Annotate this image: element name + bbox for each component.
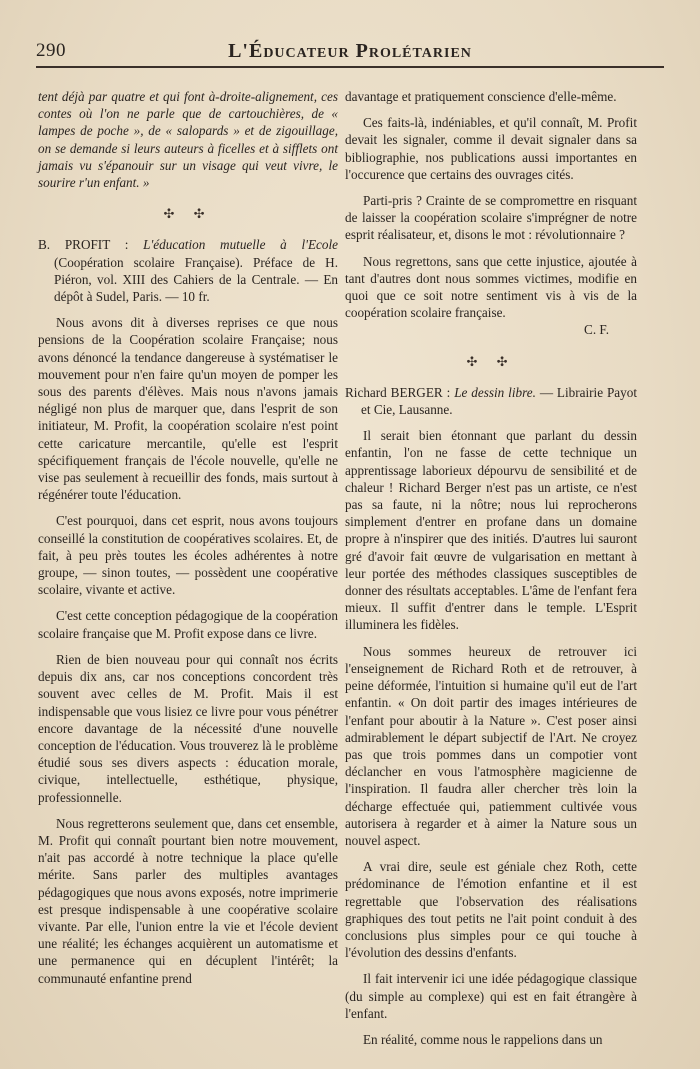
paragraph: Il fait intervenir ici une idée pédagogique classique (du simple au complexe) qui est en fait étrangère à l'enfant. [345,971,637,1021]
paragraph: Ces faits-là, indéniables, et qu'il connaît, M. Profit devait les signaler, comme il devait signaler dans sa bibliographie, nos publications aussi importantes en l'occurence que certains des ouvrages cités. [345,115,637,182]
section-separator: ✣ ✣ [163,206,213,222]
book-title: Le dessin libre. [454,384,536,400]
book-title: L'éducation mutuelle à l'Ecole [143,237,339,253]
paragraph: C'est pourquoi, dans cet esprit, nous avons toujours conseillé la constitution de coopératives scolaires. Et, de fait, à peu près toutes les écoles adhérentes à notre groupe, — sinon toutes, — possèdent une coopérative scolaire, vivante et active. [38,513,338,598]
book-author: B. PROFIT : [38,237,129,253]
paragraph: davantage et pratiquement conscience d'elle-même. [345,89,617,104]
page-number: 290 [36,40,66,61]
book-author: Richard BERGER : [345,384,451,400]
quote-continuation: tent déjà par quatre et qui font à-droite-alignement, ces contes où l'on ne parle que de cartouchières, de « lampes de poche », de « salopards » et de zigouillage, on se demande si leurs auteurs à ficelles et à sifflets ont jamais vu s'épanouir sur un visage qui veut vivre, le sourire r'un enfant. » [38,89,338,191]
page-header [36,38,664,68]
section-separator: ✣ ✣ [466,353,516,369]
paragraph: C'est cette conception pédagogique de la coopération scolaire française que M. Profit expose dans ce livre. [38,608,338,641]
paragraph: Nous avons dit à diverses reprises ce que nous pensions de la Coopération scolaire Française; nous avons dénoncé la tendance dangereuse à systématiser le mouvement pour n'en faire qu'un moyen de pomper les sous des parents d'élèves. Mais nous n'avons jamais négligé non plus de marquer que, dans l'esprit de son initiateur, M. Profit, la coopération scolaire n'est point cette caricature mercantile, qu'elle est l'esprit spécifiquement français de l'école nouvelle, qu'elle ne vise pas seulement à recueillir des fonds, mais surtout à régénérer toute l'éducation. [38,315,338,503]
paragraph: Nous regrettons, sans que cette injustice, ajoutée à tant d'autres dont nous sommes victimes, modifie en quoi que ce soit notre sentiment vis à vis de la coopération scolaire française. [345,253,637,321]
paragraph: Il serait bien étonnant que parlant du dessin enfantin, l'on ne fasse de cette technique un apprentissage laborieux dépourvu de sensibilité et de chaleur ! Richard Berger n'est pas un artiste, ce n'est pas sa faute, ni la nôtre; nous lui reprocherons simplement d'entrer en profane dans un domaine propre à n'inspirer que des initiés. D'autres lui sauront gré d'avoir fait œuvre de vulgarisation en mettant à leur portée des méthodes classiques susceptibles de donner des résultats acceptables. L'âme de l'enfant fera mieux. Il suffit d'entrer dans le temple. L'Esprit illuminera les fidèles. [345,428,637,633]
book-details: (Coopération scolaire Française). Préface de H. Piéron, vol. XIII des Cahiers de la Centrale. — En dépôt à Sudel, Paris. — 10 fr. [54,254,338,305]
book-reference [38,236,338,305]
book-details: — Librairie Payot et Cie, Lausanne. [361,384,638,418]
paragraph: Nous regretterons seulement que, dans cet ensemble, M. Profit qui connaît pourtant bien notre mouvement, n'ait pas accordé à notre technique la place qu'elle mérite. Sans parler des multiples avantages pédagogiques que nous avons exposés, notre imprimerie est presque indispensable à une coopérative scolaire vivante. Par elle, l'union entre la vie et l'école devient une réalité; les échanges acquièrent un automatisme et une permanence qui en décuplent l'intérêt; la communauté enfantine prend [38,815,338,986]
book-reference [345,384,637,418]
signature: C. F. [584,322,609,338]
paragraph: A vrai dire, seule est géniale chez Roth, cette prédominance de l'émotion enfantine et il est regrettable que l'observation des réalisations graphiques des tout petits ne l'ait point conduit à des conclusions plus simples pour ce qui touche à l'évolution des dessins d'enfants. [345,859,637,961]
left-column [38,88,338,987]
paragraph: Parti-pris ? Crainte de se compromettre en risquant de laisser la coopération scolaire s'imprégner de notre esprit réalisateur, et, disons le mot : révolutionnaire ? [345,193,637,243]
journal-title: L'Éducateur Prolétarien [228,40,472,62]
paragraph: En réalité, comme nous le rappelions dans un [363,1031,603,1047]
paragraph: Nous sommes heureux de retrouver ici l'enseignement de Richard Roth et de retrouver, à peine déformée, l'intuition si humaine qu'il eut de l'art enfantin. « On doit partir des images intérieures de l'enfant pour aboutir à la Nature ». C'est poser ainsi admirablement le départ subjectif de l'Art. Ne croyez pas que trois pommes dans un compotier vont déclancher en vous l'atmosphère magicienne de l'inspiration. Il faudra aller chercher très loin la décharge effectuée qui, patiemment cultivée vous autorisera à regarder et à aimer la Nature sous un nouvel aspect. [345,643,637,848]
right-column [345,88,637,1048]
paragraph: Rien de bien nouveau pour qui connaît nos écrits depuis dix ans, car nos conceptions concordent très souvent avec celles de M. Profit. Mais il est indispensable que vous lisiez ce livre pour vous pénétrer encore davantage de la nécessité d'une nouvelle conception de l'éducation. Vous trouverez là le problème étudié sous ses divers aspects : éducation morale, civique, intellectuelle, esthétique, physique, professionnelle. [38,651,338,805]
